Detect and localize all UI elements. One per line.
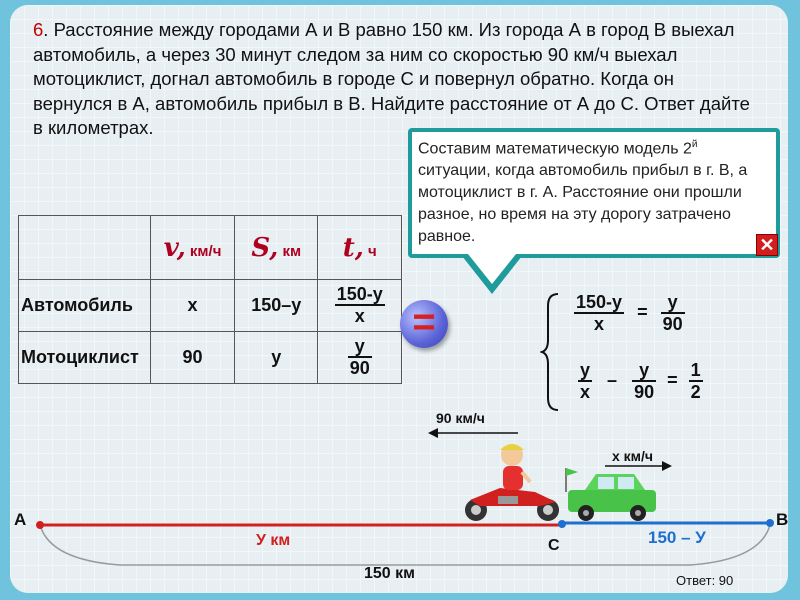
point-b-label: В [776,510,789,529]
data-table [18,215,402,384]
distance-rest-label: 150 – У [648,528,706,547]
cell-moto-t: $\frac{у}{90}$ [318,332,402,384]
header-speed: v, км/ч [151,216,235,280]
car-icon [566,468,656,521]
distance-total-label: 150 км [364,565,415,582]
callout-box [408,128,780,258]
callout-text: Составим математическую модель $2^й$ ситуации, когда автомобиль прибыл в г. В, а мотоциклист в г. А. Расстояние они прошли разное, но время на эту дорогу затрачено равное. [418,139,748,246]
equation-1: $\frac{150-у}{х}$ = $\frac{у}{90}$ [576,292,683,334]
point-a-dot [36,521,44,529]
cell-moto-s: у [235,332,318,384]
equals-button[interactable]: = [400,300,448,348]
row-label-car: Автомобиль [19,280,151,332]
row-label-moto: Мотоциклист [19,332,151,384]
cell-car-t: $\frac{150-у}{х}$ [318,280,402,332]
distance-y-label: У км [256,532,291,549]
system-brace [540,292,560,412]
point-c-dot [558,520,566,528]
cell-car-s: 150–у [235,280,318,332]
point-b-dot [766,519,774,527]
problem-statement [33,18,758,141]
close-button[interactable]: ✕ [756,234,778,256]
equation-2: $\frac{у}{х}$ – $\frac{у}{90}$ = $\frac{1}{2}$ [580,360,701,402]
motorcycle-icon [465,444,559,521]
speed-car-label: х км/ч [612,448,654,464]
problem-text: . Расстояние между городами А и В равно 150 км. Из города А в город В выехал автомобиль, а через 30 минут следом за ним со скоростью 90 км/ч выехал мотоциклист, догнал автомобиль в городе С и повернул обратно. Когда он вернулся в А, автомобиль прибыл в В. Найдите расстояние от А до С. Ответ дайте в километрах. [33,19,750,138]
point-c-label: С [548,537,560,554]
header-time: t, ч [318,216,402,280]
cell-moto-v: 90 [151,332,235,384]
cell-car-v: х [151,280,235,332]
table-row [19,280,402,332]
speed-moto-label: 90 км/ч [436,410,485,426]
problem-number: 6 [33,19,44,40]
callout-tail-inner [468,254,516,284]
point-a-label: А [14,510,27,529]
table-corner [19,216,151,280]
header-distance: S, км [235,216,318,280]
answer-text: Ответ: 90 [676,573,734,588]
table-row [19,332,402,384]
